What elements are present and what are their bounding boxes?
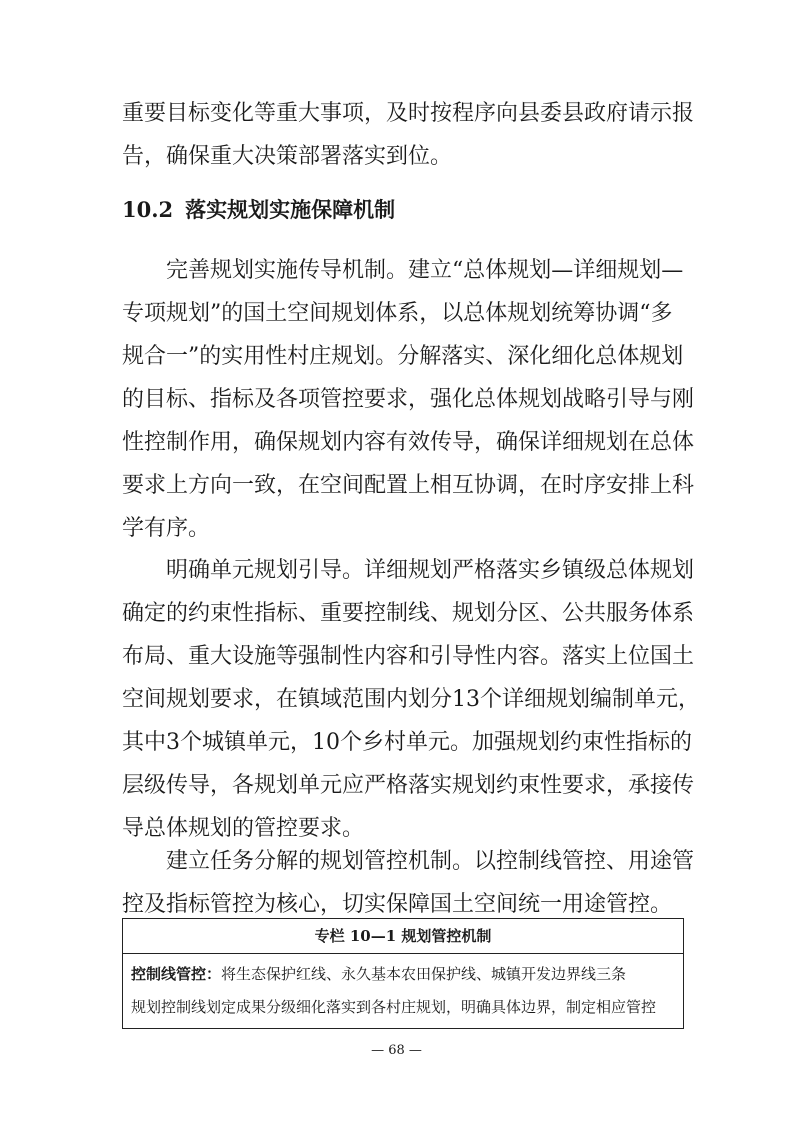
page-number: — 68 — (371, 1043, 422, 1058)
paragraph-unit-guidance (122, 549, 700, 850)
box-line-text: 将生态保护红线、永久基本农田保护线、城镇开发边界线三条 (221, 965, 627, 983)
text-line: 控及指标管控为核心，切实保障国土空间统一用途管控。 (122, 892, 673, 917)
text-line: 空间规划要求，在镇域范围内划分13个详细规划编制单元， (122, 687, 700, 712)
section-heading (122, 194, 395, 224)
text-line: 学有序。 (122, 516, 211, 541)
section-title: 落实规划实施保障机制 (185, 197, 396, 222)
box-title: 专栏 10—1 规划管控机制 (123, 919, 683, 954)
text-line: 重要目标变化等重大事项，及时按程序向县委县政府请示报 (122, 101, 695, 126)
text-line: 专项规划”的国土空间规划体系，以总体规划统筹协调“多 (122, 301, 673, 326)
text-line: 建立任务分解的规划管控机制。以控制线管控、用途管 (122, 849, 695, 874)
box-line (131, 958, 675, 991)
box-line: 规划控制线划定成果分级细化落实到各村庄规划，明确具体边界，制定相应管控 (131, 998, 657, 1016)
box-body (123, 954, 683, 1029)
column-box (122, 918, 684, 1029)
text-line: 的目标、指标及各项管控要求，强化总体规划战略引导与刚 (122, 387, 695, 412)
text-line: 层级传导，各规划单元应严格落实规划约束性要求，承接传 (122, 773, 695, 798)
paragraph-control-mechanism (122, 840, 695, 926)
paragraph-transmission (122, 249, 695, 550)
section-number: 10.2 (122, 197, 174, 222)
text-line: 性控制作用，确保规划内容有效传导，确保详细规划在总体 (122, 430, 695, 455)
text-line: 告，确保重大决策部署落实到位。 (122, 144, 453, 169)
text-line: 布局、重大设施等强制性内容和引导性内容。落实上位国土 (122, 644, 695, 669)
box-lead: 控制线管控： (131, 965, 222, 983)
text-line: 其中3个城镇单元，10个乡村单元。加强规划约束性指标的 (122, 730, 692, 755)
text-line: 明确单元规划引导。详细规划严格落实乡镇级总体规划 (122, 558, 695, 583)
text-line: 确定的约束性指标、重要控制线、规划分区、公共服务体系 (122, 601, 695, 626)
text-line: 规合一”的实用性村庄规划。分解落实、深化细化总体规划 (122, 344, 684, 369)
text-line: 导总体规划的管控要求。 (122, 816, 365, 841)
text-line: 要求上方向一致，在空间配置上相互协调，在时序安排上科 (122, 473, 695, 498)
intro-paragraph (122, 92, 695, 178)
text-line: 完善规划实施传导机制。建立“总体规划—详细规划— (122, 258, 684, 283)
